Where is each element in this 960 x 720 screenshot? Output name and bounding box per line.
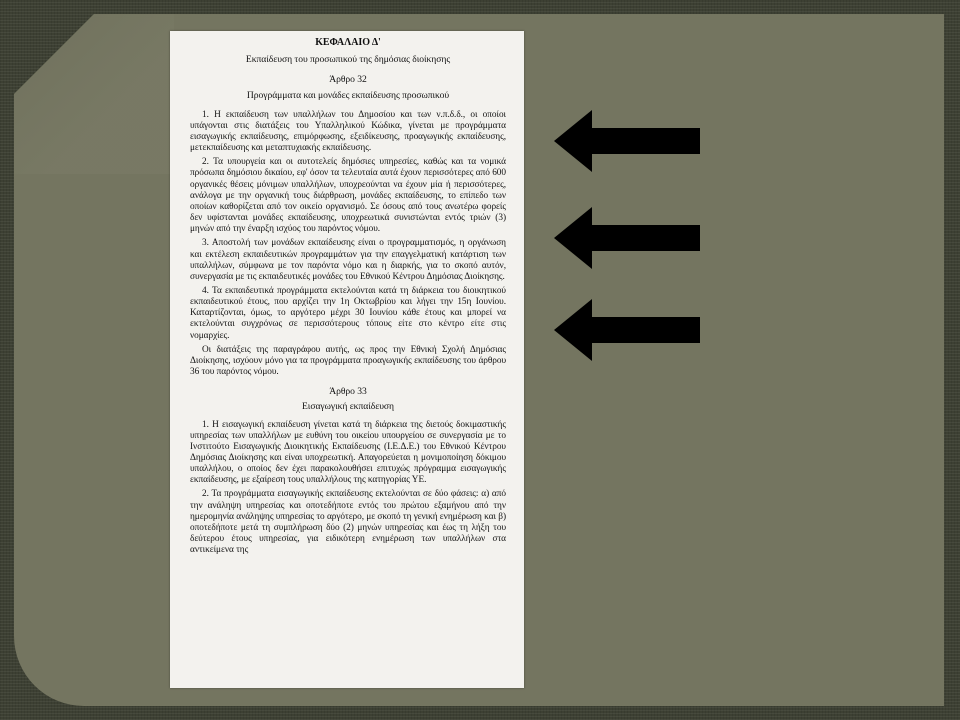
article-32-label: Άρθρο 32 (329, 74, 367, 86)
article-33-label: Άρθρο 33 (329, 386, 367, 398)
chapter-heading: ΚΕΦΑΛΑΙΟ Δ' (315, 37, 381, 48)
article-32-paragraph-5: Οι διατάξεις της παραγράφου αυτής, ως προς την Εθνική Σχολή Δημόσιας Διοίκησης, ισχύουν μόνο για τα προγράμματα προαγωγικής εκπαίδευσης του άρθρου 36 του παρόντος νόμου. (190, 344, 506, 378)
article-32-paragraph-3: 3. Αποστολή των μονάδων εκπαίδευσης είναι ο προγραμματισμός, η οργάνωση και εκτέλεση εκπαιδευτικών προγραμμάτων για την επαγγελματική κατάρτιση των υπαλλήλων, σύμφωνα με τον παρόντα νόμο και η διαρκής, για το σκοπό αυτόν, συνεργασία με τις εκπαιδευτικές μονάδες του Εθνικού Κέντρου Δημόσιας Διοίκησης. (190, 238, 506, 282)
article-32-title: Προγράμματα και μονάδες εκπαίδευσης προσωπικού (246, 90, 450, 102)
article-33-title: Εισαγωγική εκπαίδευση (301, 401, 395, 413)
article-33-paragraph-1: 1. Η εισαγωγική εκπαίδευση γίνεται κατά τη διάρκεια της διετούς δοκιμαστικής υπηρεσίας των υπαλλήλων με ευθύνη του οικείου υπουργείου σε συνεργασία με το Ινστιτούτο Εισαγωγικής Διοικητικής Εκπαίδευσης (Ι.Ε.Δ.Ε.) του Εθνικού Κέντρου Δημόσιας Διοίκησης και είναι υποχρεωτική. Απαγορεύεται η μονιμοποίηση δόκιμου υπαλλήλου, ο οποίος δεν έχει παρακολουθήσει επιτυχώς πρόγραμμα εισαγωγικής εκπαίδευσης, με εξαίρεση τους υπαλλήλους της κατηγορίας ΥΕ. (190, 419, 506, 486)
article-32-paragraph-4: 4. Τα εκπαιδευτικά προγράμματα εκτελούνται κατά τη διάρκεια του διοικητικού εκπαιδευτικού έτους, που αρχίζει την 1η Οκτωβρίου και λήγει την 15η Ιουνίου. Καταρτίζονται, όμως, το αργότερο μέχρι 30 Ιουνίου κάθε έτους και μπορεί να εκτελούνται συγχρόνως σε περισσότερους τόπους είτε στο κέντρο είτε στις νομαρχίες. (190, 285, 506, 341)
article-33-paragraph-2: 2. Τα προγράμματα εισαγωγικής εκπαίδευσης εκτελούνται σε δύο φάσεις: α) από την ανάληψη υπηρεσίας και οποτεδήποτε εντός του πρώτου εξαμήνου από την ημερομηνία ανάληψης υπηρεσίας το αργότερο, με σκοπό τη γενική ενημέρωση και β) οποτεδήποτε μετά τη συμπλήρωση δύο (2) μηνών υπηρεσίας και έως τη λήξη του δεύτερου έτους υπηρεσίας, για ειδικότερη ενημέρωση των υπαλλήλων στα αντικείμενα της (190, 489, 506, 556)
left-arrow-icon (554, 299, 700, 361)
document-text (190, 31, 506, 559)
article-32-paragraph-1: 1. Η εκπαίδευση των υπαλλήλων του Δημοσίου και των ν.π.δ.δ., οι οποίοι υπάγονται στις διατάξεις του Υπαλληλικού Κώδικα, γίνεται με προγράμματα εισαγωγικής εκπαίδευσης, επιμόρφωσης, εξειδίκευσης, προαγωγικής εκπαίδευσης, μετεκπαίδευσης και μεταπτυχιακής εκπαίδευσης. (190, 109, 506, 154)
chapter-title: Εκπαίδευση του προσωπικού της δημόσιας διοίκησης (245, 54, 451, 66)
left-arrow-icon (554, 110, 700, 172)
scanned-document-image (170, 31, 524, 688)
left-arrow-icon (554, 207, 700, 269)
article-32-paragraph-2: 2. Τα υπουργεία και οι αυτοτελείς δημόσιες υπηρεσίες, καθώς και τα νομικά πρόσωπα δημόσιου δικαίου, εφ' όσον τα τελευταία αυτά έχουν περισσότερες από 600 οργανικές θέσεις μόνιμων υπαλλήλων, υποχρεούνται να έχουν μία ή περισσότερες, ανάλογα με την οργανική τους διάρθρωση, μονάδες εκπαίδευσης, το επίπεδο των οποίων καθορίζεται από τον οικείο οργανισμό. Σε όσους από τους ανωτέρω φορείς δεν υφίστανται μονάδες εκπαίδευσης, υποχρεωτικά συνιστώνται εντός τριών (3) μηνών από την έναρξη ισχύος του παρόντος νόμου. (190, 157, 506, 235)
